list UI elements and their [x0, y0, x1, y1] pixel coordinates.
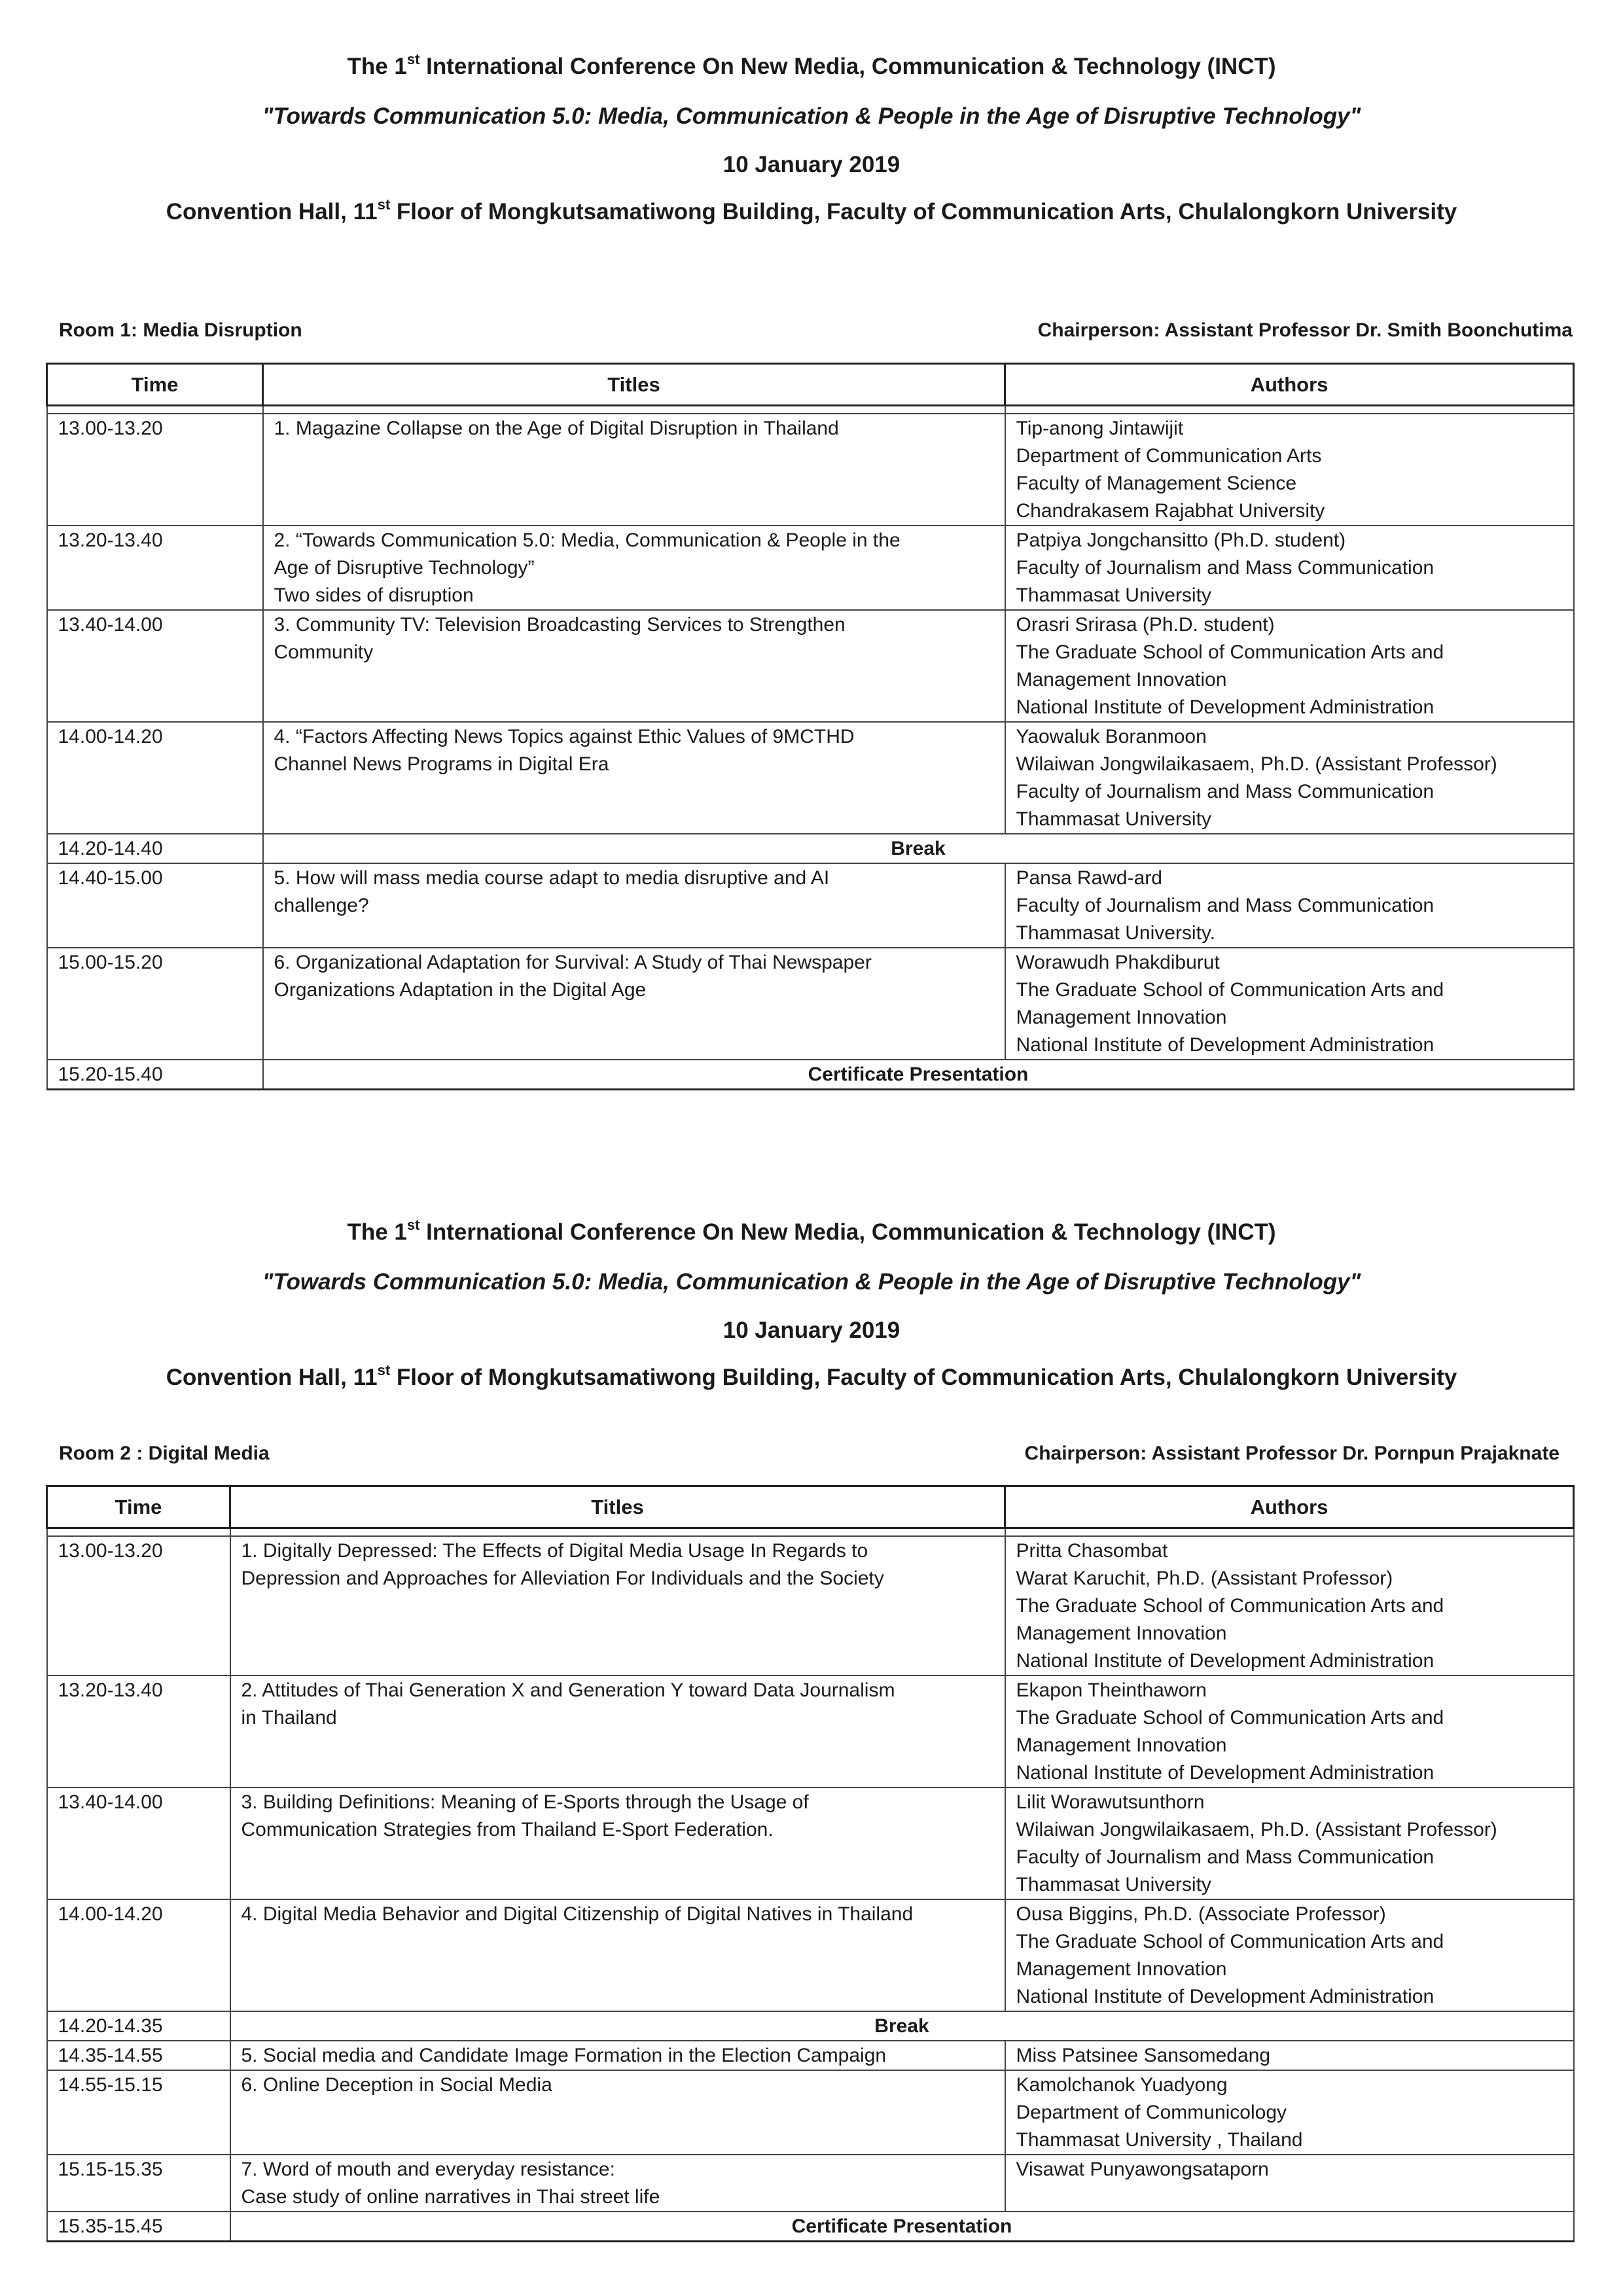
table-row	[47, 948, 1574, 1060]
session-authors	[1005, 2070, 1574, 2155]
author-line: Management Innovation	[1016, 669, 1227, 691]
room2-rows	[47, 1528, 1574, 2242]
title-line: in Thailand	[241, 1707, 337, 1729]
session-time: 14.55-15.15	[47, 2070, 230, 2155]
room2-schedule-table	[46, 1485, 1575, 2242]
session-time: 14.00-14.20	[47, 1899, 230, 2011]
author-line: The Graduate School of Communication Arts and	[1016, 1931, 1444, 1952]
title-line: Community	[274, 641, 374, 663]
table-row	[47, 2212, 1574, 2242]
author-line: Faculty of Journalism and Mass Communication	[1016, 895, 1435, 916]
room1-schedule-table	[46, 363, 1575, 1090]
table-row	[47, 526, 1574, 610]
session-time: 13.20-13.40	[47, 1676, 230, 1787]
header-spacer	[47, 1528, 1574, 1537]
table-row	[47, 2041, 1574, 2070]
session-title	[230, 1536, 1005, 1676]
title-line: Age of Disruptive Technology”	[274, 557, 535, 579]
author-line: National Institute of Development Administration	[1016, 1034, 1435, 1056]
author-line: Lilit Worawutsunthorn	[1016, 1791, 1205, 1813]
session-title	[263, 863, 1005, 948]
session-title	[263, 948, 1005, 1060]
title-line: 2. Attitudes of Thai Generation X and Generation Y toward Data Journalism	[241, 1679, 895, 1701]
author-line: Kamolchanok Yuadyong	[1016, 2074, 1228, 2096]
author-line: Pansa Rawd-ard	[1016, 867, 1162, 889]
author-line: Faculty of Journalism and Mass Communication	[1016, 781, 1435, 802]
author-line: National Institute of Development Administration	[1016, 696, 1435, 718]
title-line: challenge?	[274, 895, 369, 916]
author-line: Department of Communicology	[1016, 2102, 1287, 2123]
title-line: Case study of online narratives in Thai street life	[241, 2186, 660, 2208]
session-authors	[1005, 1536, 1574, 1676]
table-row	[47, 1536, 1574, 1676]
title-line: Channel News Programs in Digital Era	[274, 753, 609, 775]
table-row	[47, 834, 1574, 863]
session-authors	[1005, 948, 1574, 1060]
title-line: 1. Digitally Depressed: The Effects of Digital Media Usage In Regards to	[241, 1540, 868, 1562]
conference-subtitle: "Towards Communication 5.0: Media, Communication & People in the Age of Disruptive Technology"	[262, 1269, 1361, 1295]
room1-rows	[47, 406, 1574, 1090]
session-time: 15.15-15.35	[47, 2155, 230, 2212]
author-line: Chandrakasem Rajabhat University	[1016, 500, 1325, 522]
conference-title: The 1st International Conference On New Media, Communication & Technology (INCT)	[347, 1217, 1276, 1245]
table-row	[47, 1060, 1574, 1090]
room1-label: Room 1: Media Disruption	[59, 319, 302, 341]
certificate-presentation-label: Certificate Presentation	[230, 2212, 1574, 2242]
title-line: 4. “Factors Affecting News Topics against Ethic Values of 9MCTHD	[274, 726, 855, 747]
author-line: Thammasat University	[1016, 1874, 1211, 1895]
session-authors	[1005, 414, 1574, 526]
title-line: Two sides of disruption	[274, 584, 474, 606]
session-authors	[1005, 722, 1574, 834]
break-label: Break	[263, 834, 1574, 863]
session-authors	[1005, 1676, 1574, 1787]
session-title	[263, 610, 1005, 722]
table-row	[47, 722, 1574, 834]
table-row	[47, 2155, 1574, 2212]
session-authors	[1005, 610, 1574, 722]
conference-title: The 1st International Conference On New Media, Communication & Technology (INCT)	[347, 51, 1276, 79]
room2-chairperson: Chairperson: Assistant Professor Dr. Pornpun Prajaknate	[1024, 1443, 1560, 1464]
author-line: National Institute of Development Administration	[1016, 1986, 1435, 2007]
conference-date: 10 January 2019	[722, 152, 901, 177]
titles-column-header: Titles	[230, 1486, 1005, 1528]
title-line: 5. Social media and Candidate Image Formation in the Election Campaign	[241, 2045, 887, 2066]
table-row	[47, 2070, 1574, 2155]
session-title	[263, 722, 1005, 834]
session-title	[230, 1899, 1005, 2011]
author-line: National Institute of Development Administration	[1016, 1650, 1435, 1672]
title-line: Depression and Approaches for Alleviation For Individuals and the Society	[241, 1568, 884, 1589]
table-row	[47, 610, 1574, 722]
session-time: 14.20-14.35	[47, 2011, 230, 2041]
author-line: Faculty of Journalism and Mass Communication	[1016, 557, 1435, 579]
session-authors	[1005, 1787, 1574, 1899]
title-line: 4. Digital Media Behavior and Digital Citizenship of Digital Natives in Thailand	[241, 1903, 914, 1925]
session-time: 13.40-14.00	[47, 1787, 230, 1899]
break-label: Break	[230, 2011, 1574, 2041]
session-time: 14.20-14.40	[47, 834, 263, 863]
session-title	[263, 414, 1005, 526]
title-line: 5. How will mass media course adapt to media disruptive and AI	[274, 867, 830, 889]
author-line: Management Innovation	[1016, 1623, 1227, 1644]
table-header-row	[47, 364, 1574, 406]
session-title	[230, 2041, 1005, 2070]
title-line: 3. Community TV: Television Broadcasting Services to Strengthen	[274, 614, 846, 636]
author-line: Department of Communication Arts	[1016, 445, 1322, 467]
author-line: Yaowaluk Boranmoon	[1016, 726, 1207, 747]
author-line: Faculty of Management Science	[1016, 473, 1297, 494]
title-line: Communication Strategies from Thailand E-Sport Federation.	[241, 1819, 774, 1840]
session-time: 13.00-13.20	[47, 414, 263, 526]
conference-venue: Convention Hall, 11st Floor of Mongkutsamatiwong Building, Faculty of Communication Arts, Chulalongkorn University	[166, 196, 1457, 224]
session-authors	[1005, 2155, 1574, 2212]
title-line: 2. “Towards Communication 5.0: Media, Communication & People in the	[274, 529, 901, 551]
session-time: 13.20-13.40	[47, 526, 263, 610]
session-time: 13.00-13.20	[47, 1536, 230, 1676]
author-line: The Graduate School of Communication Arts and	[1016, 1595, 1444, 1617]
time-column-header: Time	[47, 364, 263, 406]
header-spacer	[47, 406, 1574, 414]
session-time: 13.40-14.00	[47, 610, 263, 722]
author-line: Miss Patsinee Sansomedang	[1016, 2045, 1271, 2066]
authors-column-header: Authors	[1005, 364, 1574, 406]
session-time: 15.35-15.45	[47, 2212, 230, 2242]
author-line: Wilaiwan Jongwilaikasaem, Ph.D. (Assistant Professor)	[1016, 753, 1497, 775]
author-line: Faculty of Journalism and Mass Communication	[1016, 1846, 1435, 1868]
session-time: 15.00-15.20	[47, 948, 263, 1060]
table-row	[47, 414, 1574, 526]
table-row	[47, 2011, 1574, 2041]
author-line: Visawat Punyawongsataporn	[1016, 2159, 1269, 2180]
title-line: Organizations Adaptation in the Digital Age	[274, 979, 647, 1001]
session-time: 14.40-15.00	[47, 863, 263, 948]
session-title	[230, 1676, 1005, 1787]
conference-venue: Convention Hall, 11st Floor of Mongkutsamatiwong Building, Faculty of Communication Arts, Chulalongkorn University	[166, 1362, 1457, 1390]
author-line: Management Innovation	[1016, 1734, 1227, 1756]
table-row	[47, 1899, 1574, 2011]
author-line: Ekapon Theinthaworn	[1016, 1679, 1207, 1701]
authors-column-header: Authors	[1005, 1486, 1574, 1528]
title-line: 1. Magazine Collapse on the Age of Digital Disruption in Thailand	[274, 418, 839, 439]
conference-date: 10 January 2019	[722, 1318, 901, 1343]
table-row	[47, 863, 1574, 948]
author-line: Ousa Biggins, Ph.D. (Associate Professor)	[1016, 1903, 1386, 1925]
author-line: Thammasat University	[1016, 584, 1211, 606]
session-title	[263, 526, 1005, 610]
session-authors	[1005, 1899, 1574, 2011]
author-line: Thammasat University	[1016, 808, 1211, 830]
author-line: The Graduate School of Communication Arts and	[1016, 979, 1444, 1001]
session-time: 14.35-14.55	[47, 2041, 230, 2070]
author-line: The Graduate School of Communication Arts and	[1016, 1707, 1444, 1729]
author-line: Warat Karuchit, Ph.D. (Assistant Professor)	[1016, 1568, 1393, 1589]
session-title	[230, 2155, 1005, 2212]
time-column-header: Time	[47, 1486, 230, 1528]
title-line: 6. Organizational Adaptation for Survival: A Study of Thai Newspaper	[274, 952, 872, 973]
author-line: Worawudh Phakdiburut	[1016, 952, 1220, 973]
table-row	[47, 1676, 1574, 1787]
title-line: 3. Building Definitions: Meaning of E-Sports through the Usage of	[241, 1791, 809, 1813]
session-authors	[1005, 526, 1574, 610]
session-authors	[1005, 863, 1574, 948]
author-line: Thammasat University.	[1016, 922, 1216, 944]
author-line: Tip-anong Jintawijit	[1016, 418, 1184, 439]
author-line: Management Innovation	[1016, 1007, 1227, 1028]
room2-label: Room 2 : Digital Media	[59, 1443, 270, 1464]
title-line: 7. Word of mouth and everyday resistance:	[241, 2159, 615, 2180]
author-line: Wilaiwan Jongwilaikasaem, Ph.D. (Assistant Professor)	[1016, 1819, 1497, 1840]
author-line: National Institute of Development Administration	[1016, 1762, 1435, 1784]
table-header-row	[47, 1486, 1574, 1528]
author-line: Management Innovation	[1016, 1958, 1227, 1980]
author-line: Thammasat University , Thailand	[1016, 2129, 1303, 2151]
table-row	[47, 1787, 1574, 1899]
session-title	[230, 1787, 1005, 1899]
room1-chairperson: Chairperson: Assistant Professor Dr. Smith Boonchutima	[1037, 319, 1573, 341]
conference-subtitle: "Towards Communication 5.0: Media, Communication & People in the Age of Disruptive Technology"	[262, 103, 1361, 129]
certificate-presentation-label: Certificate Presentation	[263, 1060, 1574, 1090]
titles-column-header: Titles	[263, 364, 1005, 406]
author-line: Pritta Chasombat	[1016, 1540, 1168, 1562]
session-time: 14.00-14.20	[47, 722, 263, 834]
author-line: The Graduate School of Communication Arts and	[1016, 641, 1444, 663]
author-line: Patpiya Jongchansitto (Ph.D. student)	[1016, 529, 1346, 551]
session-time: 15.20-15.40	[47, 1060, 263, 1090]
author-line: Orasri Srirasa (Ph.D. student)	[1016, 614, 1275, 636]
session-title	[230, 2070, 1005, 2155]
title-line: 6. Online Deception in Social Media	[241, 2074, 552, 2096]
session-authors	[1005, 2041, 1574, 2070]
